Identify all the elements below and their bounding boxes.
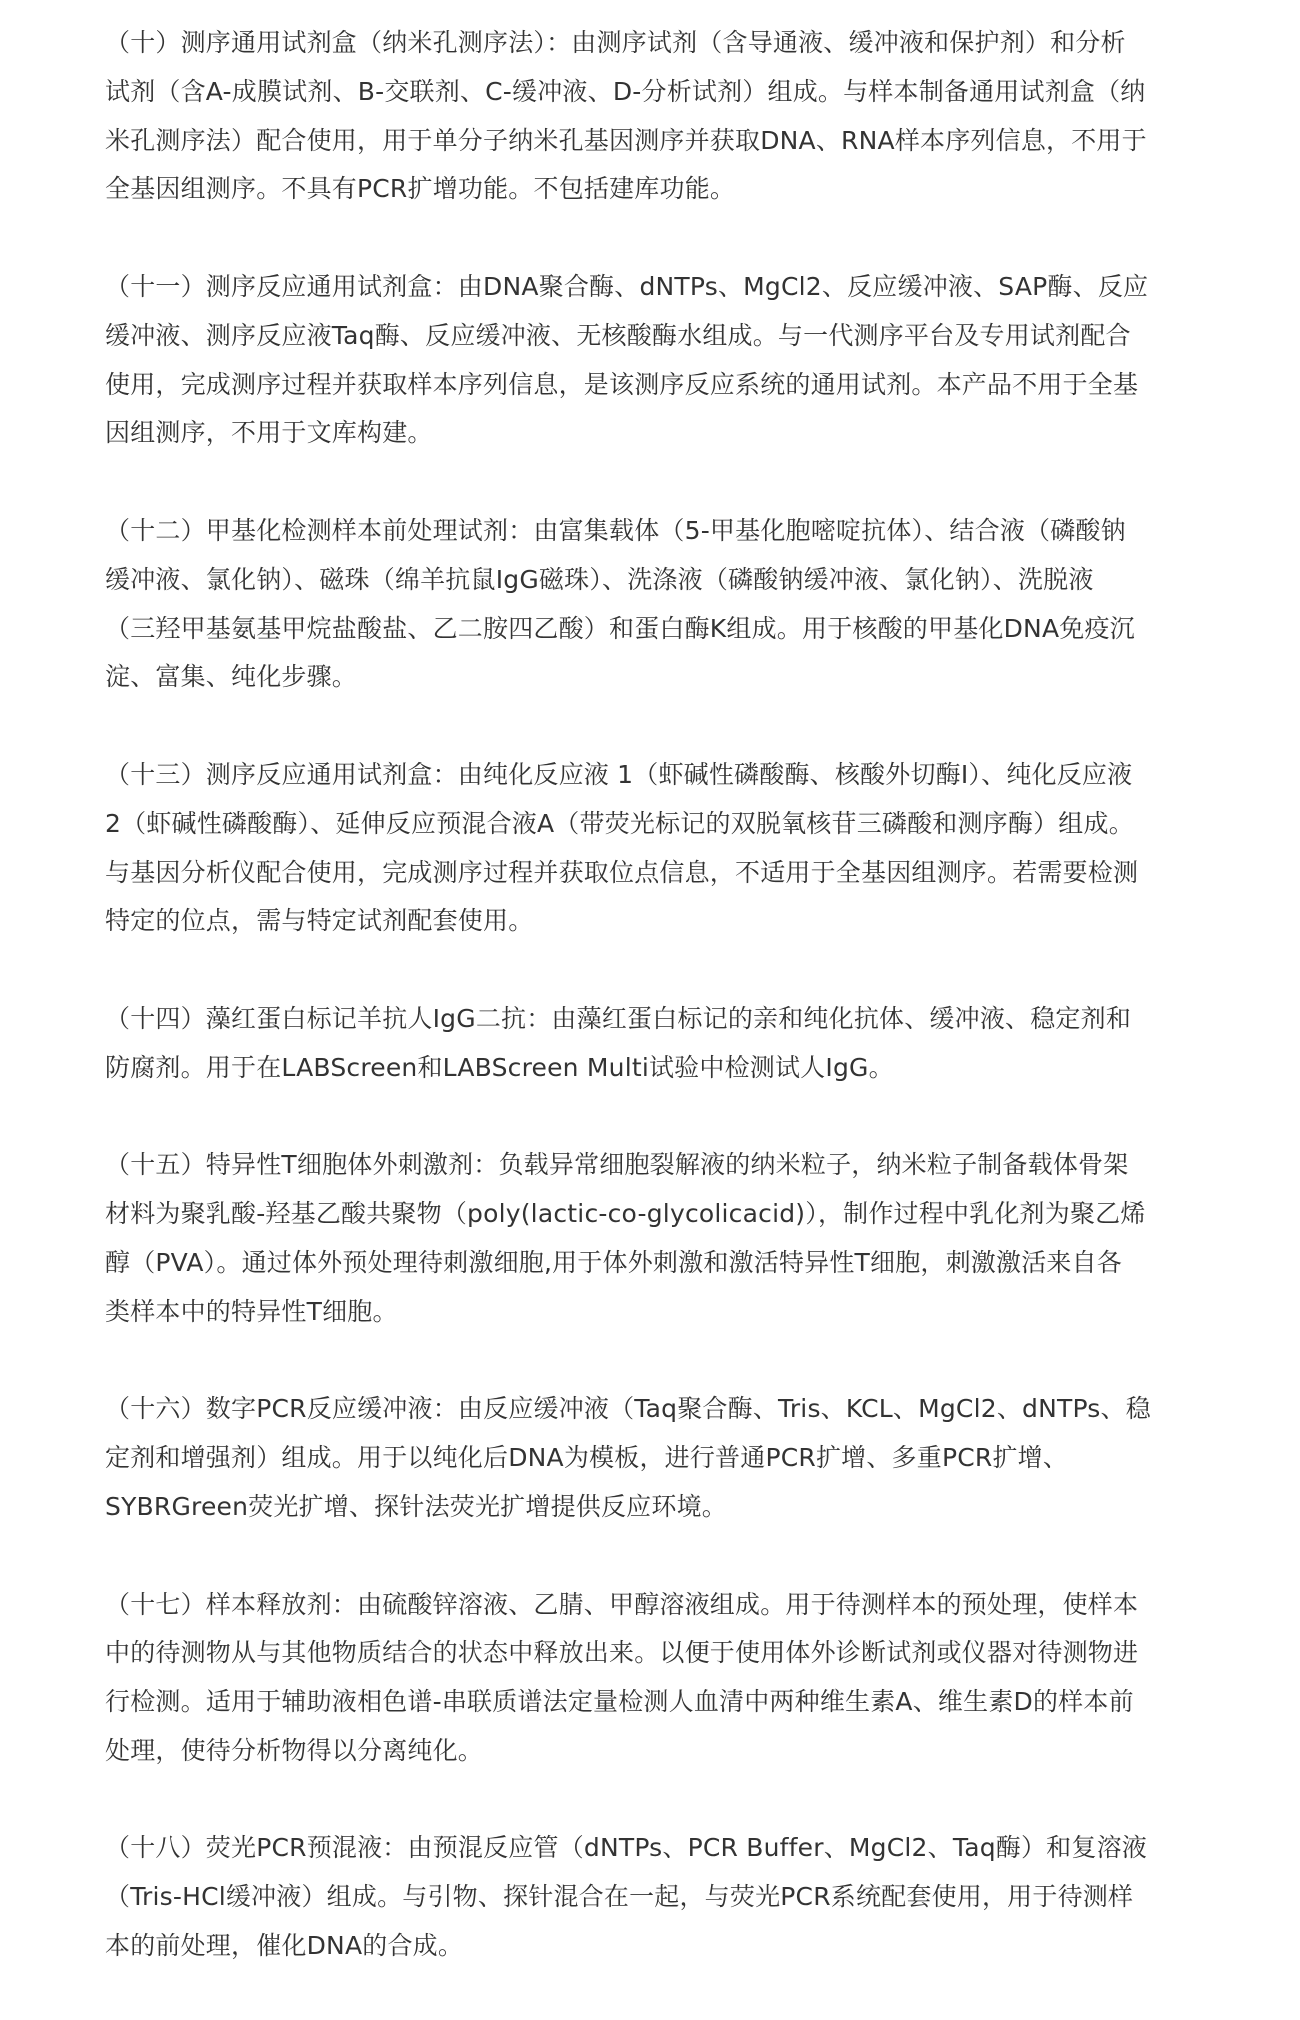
paragraph-line: 淀、富集、纯化步骤。	[105, 662, 358, 692]
paragraph	[105, 995, 1205, 1093]
paragraph-line: 类样本中的特异性T细胞。	[105, 1296, 398, 1326]
paragraph-line: 全基因组测序。不具有PCR扩增功能。不包括建库功能。	[105, 174, 736, 204]
paragraph-line: 行检测。适用于辅助液相色谱-串联质谱法定量检测人血清中两种维生素A、维生素D的样本前	[105, 1687, 1134, 1717]
paragraph	[105, 751, 1205, 946]
paragraph-line: （十三）测序反应通用试剂盒：由纯化反应液 1（虾碱性磷酸酶、核酸外切酶I）、纯化反应液	[105, 759, 1133, 789]
paragraph-line: （三羟甲基氨基甲烷盐酸盐、乙二胺四乙酸）和蛋白酶K组成。用于核酸的甲基化DNA免疫沉	[105, 613, 1135, 643]
paragraph-line: 醇（PVA）。通过体外预处理待刺激细胞,用于体外刺激和激活特异性T细胞，刺激激活来自各	[105, 1247, 1123, 1277]
paragraph-line: 中的待测物从与其他物质结合的状态中释放出来。以便于使用体外诊断试剂或仪器对待测物进	[105, 1638, 1139, 1668]
paragraph-line: 缓冲液、氯化钠）、磁珠（绵羊抗鼠IgG磁珠）、洗涤液（磷酸钠缓冲液、氯化钠）、洗脱液	[105, 564, 1094, 594]
paragraph	[105, 1385, 1205, 1531]
paragraph-line: 防腐剂。用于在LABScreen和LABScreen Multi试验中检测试人IgG。	[105, 1052, 894, 1082]
paragraph	[105, 1824, 1205, 1970]
paragraph-line: （十五）特异性T细胞体外刺激剂：负载异常细胞裂解液的纳米粒子，纳米粒子制备载体骨架	[105, 1150, 1129, 1180]
paragraph-line: 特定的位点，需与特定试剂配套使用。	[105, 906, 534, 936]
paragraph	[105, 1581, 1205, 1776]
paragraph-line: （十六）数字PCR反应缓冲液：由反应缓冲液（Taq聚合酶、Tris、KCL、MgCl2、dNTPs、稳	[105, 1394, 1151, 1424]
paragraph-line: 使用，完成测序过程并获取样本序列信息，是该测序反应系统的通用试剂。本产品不用于全基	[105, 369, 1139, 399]
paragraph-line: 本的前处理，催化DNA的合成。	[105, 1931, 464, 1961]
paragraph	[105, 263, 1205, 458]
paragraph-line: （Tris-HCl缓冲液）组成。与引物、探针混合在一起，与荧光PCR系统配套使用，用于待测样	[105, 1882, 1134, 1912]
paragraph-line: 因组测序，不用于文库构建。	[105, 418, 433, 448]
paragraph-line: 试剂（含A-成膜试剂、B-交联剂、C-缓冲液、D-分析试剂）组成。与样本制备通用试剂盒（纳	[105, 76, 1146, 106]
paragraph-line: 材料为聚乳酸-羟基乙酸共聚物（poly(lactic-co-glycolicacid)），制作过程中乳化剂为聚乙烯	[105, 1199, 1146, 1229]
paragraph	[105, 507, 1205, 702]
paragraph-line: 缓冲液、测序反应液Taq酶、反应缓冲液、无核酸酶水组成。与一代测序平台及专用试剂配合	[105, 320, 1131, 350]
paragraph-line: （十一）测序反应通用试剂盒：由DNA聚合酶、dNTPs、MgCl2、反应缓冲液、SAP酶、反应	[105, 271, 1149, 301]
paragraph-line: SYBRGreen荧光扩增、探针法荧光扩增提供反应环境。	[105, 1491, 727, 1521]
paragraph-line: （十四）藻红蛋白标记羊抗人IgG二抗：由藻红蛋白标记的亲和纯化抗体、缓冲液、稳定剂和	[105, 1003, 1132, 1033]
paragraph-line: （十七）样本释放剂：由硫酸锌溶液、乙腈、甲醇溶液组成。用于待测样本的预处理，使样本	[105, 1589, 1139, 1619]
paragraph	[105, 1141, 1205, 1336]
paragraph-line: （十八）荧光PCR预混液：由预混反应管（dNTPs、PCR Buffer、MgCl2、Taq酶）和复溶液	[105, 1833, 1147, 1863]
paragraph-line: 米孔测序法）配合使用，用于单分子纳米孔基因测序并获取DNA、RNA样本序列信息，不用于	[105, 125, 1147, 155]
paragraph	[105, 19, 1205, 214]
paragraph-line: 处理，使待分析物得以分离纯化。	[105, 1735, 484, 1765]
paragraph-line: 2（虾碱性磷酸酶）、延伸反应预混合液A（带荧光标记的双脱氧核苷三磷酸和测序酶）组成。	[105, 808, 1134, 838]
paragraph-line: （十二）甲基化检测样本前处理试剂：由富集载体（5-甲基化胞嘧啶抗体）、结合液（磷酸钠	[105, 515, 1126, 545]
document-body	[105, 19, 1205, 2020]
paragraph-line: （十）测序通用试剂盒（纳米孔测序法）：由测序试剂（含导通液、缓冲液和保护剂）和分析	[105, 28, 1126, 57]
paragraph-line: 定剂和增强剂）组成。用于以纯化后DNA为模板，进行普通PCR扩增、多重PCR扩增、	[105, 1443, 1069, 1473]
paragraph-line: 与基因分析仪配合使用，完成测序过程并获取位点信息，不适用于全基因组测序。若需要检测	[105, 857, 1139, 887]
